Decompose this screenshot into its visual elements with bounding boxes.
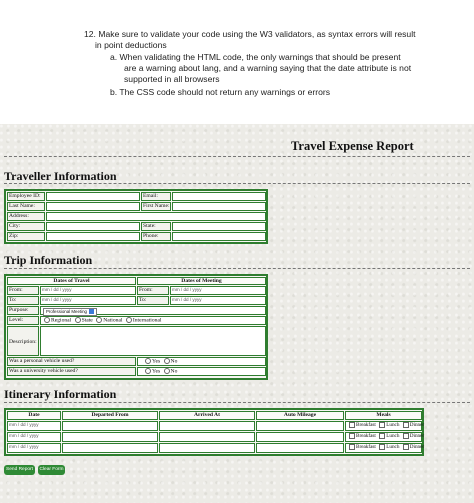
row1-dinner-checkbox[interactable] bbox=[403, 422, 409, 428]
travel-from-label: From: bbox=[7, 286, 39, 295]
meeting-to-date-input[interactable] bbox=[170, 296, 266, 305]
itinerary-row1-departed-input[interactable] bbox=[62, 421, 158, 431]
itinerary-row3-departed-input[interactable] bbox=[62, 443, 158, 453]
instruction-item-12: 12. Make sure to validate your code using the W3 validators, as syntax errors will result bbox=[84, 29, 416, 39]
clear-form-button[interactable]: Clear Form bbox=[38, 465, 65, 475]
row2-dinner-checkbox[interactable] bbox=[403, 433, 409, 439]
row2-breakfast-checkbox[interactable] bbox=[349, 433, 355, 439]
itinerary-row1-date-placeholder: mm / dd / yyyy bbox=[9, 422, 39, 427]
personal-vehicle-no-radio[interactable] bbox=[164, 358, 170, 364]
state-label: State: bbox=[141, 222, 171, 231]
itinerary-row1-arrived-input[interactable] bbox=[159, 421, 255, 431]
address-input[interactable] bbox=[46, 212, 266, 221]
first-name-input[interactable] bbox=[172, 202, 266, 211]
university-vehicle-options bbox=[137, 367, 266, 376]
row3-breakfast-label: Breakfast bbox=[356, 444, 376, 451]
zip-input[interactable] bbox=[46, 232, 140, 241]
last-name-input[interactable] bbox=[46, 202, 140, 211]
instruction-a-line2: are a warning about lang, and a warning saying that the date attribute is not bbox=[124, 63, 412, 73]
level-state-label: State bbox=[81, 317, 93, 324]
dates-of-travel-header: Dates of Travel bbox=[7, 277, 136, 285]
level-options-cell bbox=[40, 316, 266, 325]
description-label: Description: bbox=[7, 326, 39, 356]
row1-lunch-label: Lunch bbox=[386, 422, 400, 429]
purpose-label: Purpose: bbox=[7, 306, 39, 315]
itinerary-row1-mileage-input[interactable] bbox=[256, 421, 344, 431]
first-name-label: First Name: bbox=[143, 203, 170, 209]
row2-breakfast-label: Breakfast bbox=[356, 433, 376, 440]
travel-to-date-input[interactable] bbox=[40, 296, 136, 305]
purpose-selected-value: Professional Meeting bbox=[46, 309, 88, 314]
meeting-to-date-placeholder: mm / dd / yyyy bbox=[172, 297, 202, 302]
level-international-radio[interactable] bbox=[126, 317, 132, 323]
personal-vehicle-yes-radio[interactable] bbox=[145, 358, 151, 364]
travel-from-date-placeholder: mm / dd / yyyy bbox=[42, 287, 72, 292]
itinerary-table bbox=[4, 408, 424, 456]
meeting-from-label: From: bbox=[137, 286, 169, 295]
level-regional-radio[interactable] bbox=[44, 317, 50, 323]
traveller-heading: Traveller Information bbox=[4, 169, 117, 183]
itinerary-row1-date-input[interactable] bbox=[7, 421, 61, 431]
trip-divider bbox=[4, 268, 470, 269]
employee-id-label: Employee ID: bbox=[7, 192, 45, 201]
personal-vehicle-yes-label: Yes bbox=[152, 358, 161, 365]
personal-vehicle-options bbox=[137, 357, 266, 366]
itinerary-col-departed: Departed From bbox=[62, 411, 158, 420]
row3-breakfast-checkbox[interactable] bbox=[349, 444, 355, 450]
instruction-a-line3: supported in all browsers bbox=[124, 74, 220, 84]
traveller-divider bbox=[4, 183, 470, 184]
zip-label: Zip: bbox=[7, 232, 45, 241]
university-vehicle-no-radio[interactable] bbox=[164, 368, 170, 374]
itinerary-row3-meals bbox=[345, 443, 425, 453]
itinerary-col-arrived: Arrived At bbox=[159, 411, 255, 420]
itinerary-row2-departed-input[interactable] bbox=[62, 432, 158, 442]
row1-dinner-label: Dinner bbox=[409, 422, 425, 429]
email-input[interactable] bbox=[172, 192, 266, 201]
row3-dinner-label: Dinner bbox=[409, 444, 425, 451]
email-label: Email: bbox=[141, 192, 171, 201]
row2-lunch-label: Lunch bbox=[386, 433, 400, 440]
level-national-label: National bbox=[103, 317, 123, 324]
itinerary-row2-date-placeholder: mm / dd / yyyy bbox=[9, 433, 39, 438]
level-regional-label: Regional bbox=[51, 317, 72, 324]
meeting-to-label: To: bbox=[137, 296, 169, 305]
instruction-b-line1: b. The CSS code should not return any warnings or errors bbox=[110, 87, 331, 97]
itinerary-row2-date-input[interactable] bbox=[7, 432, 61, 442]
itinerary-col-date: Date bbox=[7, 411, 61, 420]
meeting-from-date-input[interactable] bbox=[170, 286, 266, 295]
traveller-table bbox=[4, 189, 268, 244]
level-international-label: International bbox=[132, 317, 162, 324]
itinerary-heading: Itinerary Information bbox=[4, 387, 117, 401]
row2-lunch-checkbox[interactable] bbox=[379, 433, 385, 439]
state-input[interactable] bbox=[172, 222, 266, 231]
address-label: Address: bbox=[7, 212, 45, 221]
university-vehicle-yes-radio[interactable] bbox=[145, 368, 151, 374]
dates-of-meeting-header: Dates of Meeting bbox=[137, 277, 266, 285]
trip-table bbox=[4, 274, 268, 380]
instruction-a-line1: a. When validating the HTML code, the only warnings that should be present bbox=[110, 52, 401, 62]
level-state-radio[interactable] bbox=[75, 317, 81, 323]
personal-vehicle-question: Was a personal vehicle used? bbox=[7, 357, 136, 366]
itinerary-row1-meals bbox=[345, 421, 425, 431]
personal-vehicle-no-label: No bbox=[170, 358, 178, 365]
last-name-label: Last Name: bbox=[7, 202, 45, 211]
itinerary-row2-mileage-input[interactable] bbox=[256, 432, 344, 442]
itinerary-row2-arrived-input[interactable] bbox=[159, 432, 255, 442]
phone-label: Phone: bbox=[141, 232, 171, 241]
phone-input[interactable] bbox=[172, 232, 266, 241]
meeting-from-date-placeholder: mm / dd / yyyy bbox=[172, 287, 202, 292]
itinerary-row3-mileage-input[interactable] bbox=[256, 443, 344, 453]
travel-to-date-placeholder: mm / dd / yyyy bbox=[42, 297, 72, 302]
row3-dinner-checkbox[interactable] bbox=[403, 444, 409, 450]
row1-lunch-checkbox[interactable] bbox=[379, 422, 385, 428]
purpose-cell bbox=[40, 306, 266, 315]
chevron-down-icon bbox=[89, 309, 94, 314]
employee-id-input[interactable] bbox=[46, 192, 140, 201]
itinerary-col-meals: Meals bbox=[345, 411, 422, 420]
travel-from-date-input[interactable] bbox=[40, 286, 136, 295]
instructions-panel bbox=[0, 0, 474, 118]
title-divider bbox=[4, 156, 470, 157]
send-report-button[interactable]: Send Report bbox=[4, 465, 35, 475]
itinerary-divider bbox=[4, 402, 470, 403]
row3-lunch-checkbox[interactable] bbox=[379, 444, 385, 450]
row1-breakfast-checkbox[interactable] bbox=[349, 422, 355, 428]
university-vehicle-question: Was a university vehicle used? bbox=[7, 367, 136, 376]
instruction-item-12-cont: in point deductions bbox=[95, 40, 167, 50]
row1-breakfast-label: Breakfast bbox=[356, 422, 376, 429]
itinerary-row3-date-placeholder: mm / dd / yyyy bbox=[9, 444, 39, 449]
itinerary-row3-arrived-input[interactable] bbox=[159, 443, 255, 453]
report-title: Travel Expense Report bbox=[291, 139, 414, 153]
itinerary-row2-meals bbox=[345, 432, 425, 442]
purpose-select[interactable] bbox=[43, 308, 97, 316]
level-national-radio[interactable] bbox=[96, 317, 102, 323]
row3-lunch-label: Lunch bbox=[386, 444, 400, 451]
university-vehicle-no-label: No bbox=[170, 368, 178, 375]
university-vehicle-yes-label: Yes bbox=[152, 368, 161, 375]
travel-to-label: To: bbox=[7, 296, 39, 305]
itinerary-row3-date-input[interactable] bbox=[7, 443, 61, 453]
itinerary-col-mileage: Auto Mileage bbox=[256, 411, 344, 420]
row2-dinner-label: Dinner bbox=[409, 433, 425, 440]
description-textarea[interactable] bbox=[40, 326, 266, 356]
city-label: City: bbox=[7, 222, 45, 231]
city-input[interactable] bbox=[46, 222, 140, 231]
level-label: Level: bbox=[7, 316, 39, 325]
trip-heading: Trip Information bbox=[4, 253, 93, 267]
